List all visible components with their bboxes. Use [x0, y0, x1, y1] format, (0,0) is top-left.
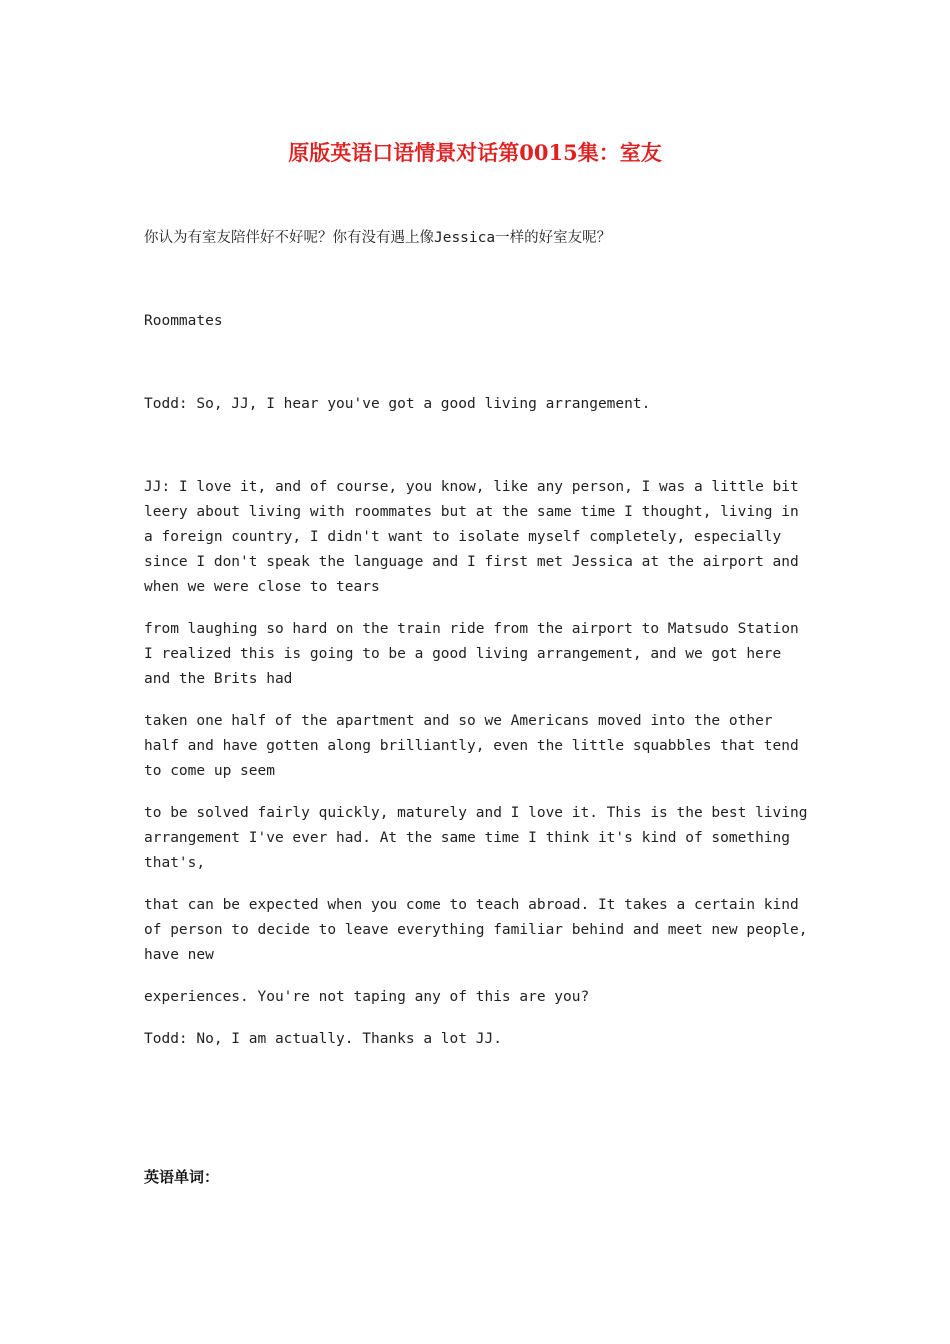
dialogue-paragraph: to be solved fairly quickly, maturely and I love it. This is the best living arrangement I've ever had. At the same time I think it's kind of something that's,	[144, 805, 808, 871]
dialogue-paragraph: JJ: I love it, and of course, you know, like any person, I was a little bit leery about living with roommates but at the same time I thought, living in a foreign country, I didn't want to isolate myself completely, especially since I don't speak the language and I first met Jessica at the airport and when we were close to tears	[144, 479, 799, 595]
dialogue-paragraph: that can be expected when you come to teach abroad. It takes a certain kind of person to decide to leave everything familiar behind and meet new people, have new	[144, 897, 808, 963]
opening-dialogue-line: Todd: So, JJ, I hear you've got a good living arrangement.	[144, 396, 651, 412]
document-title: 原版英语口语情景对话第0015集：室友	[288, 140, 662, 165]
dialogue-body	[144, 475, 810, 1069]
dialogue-paragraph: taken one half of the apartment and so we Americans moved into the other half and have gotten along brilliantly, even the little squabbles that tend to come up seem	[144, 713, 799, 779]
vocabulary-heading: 英语单词：	[144, 1168, 220, 1186]
dialogue-paragraph: experiences. You're not taping any of this are you?	[144, 989, 590, 1005]
dialogue-paragraph: from laughing so hard on the train ride from the airport to Matsudo Station I realized this is going to be a good living arrangement, and we got here and the Brits had	[144, 621, 799, 687]
section-heading: Roommates	[144, 313, 223, 329]
intro-text: 你认为有室友陪伴好不好呢？你有没有遇上像Jessica一样的好室友呢？	[144, 230, 612, 246]
dialogue-paragraph: Todd: No, I am actually. Thanks a lot JJ.	[144, 1031, 502, 1047]
